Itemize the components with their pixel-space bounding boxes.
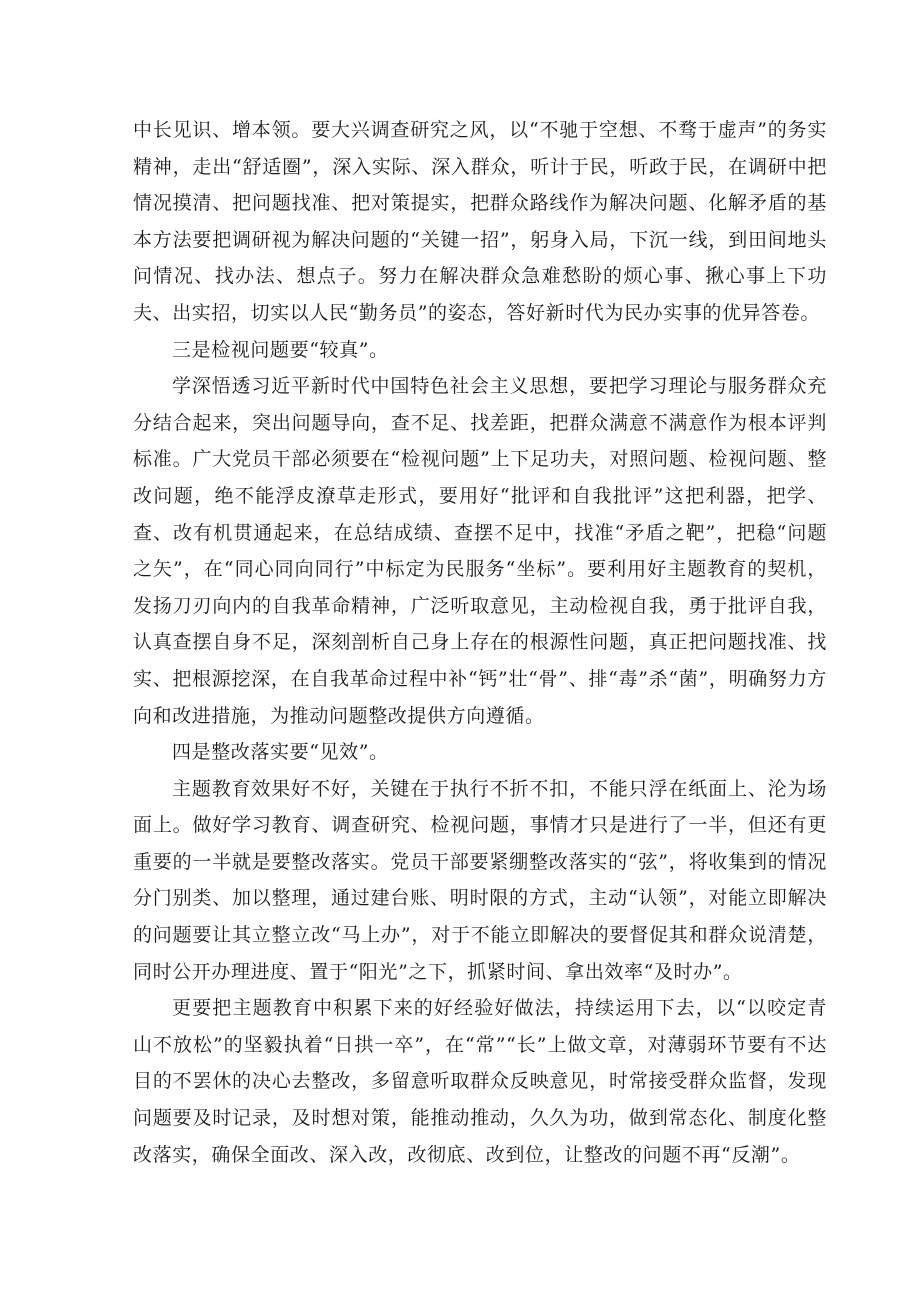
document-body [133,112,827,1173]
section-heading-three: 三是检视问题要“较真”。 [172,338,389,361]
section-heading-four: 四是整改落实要“见效”。 [172,741,389,764]
paragraph-rectification: 主题教育效果好不好，关键在于执行不折不扣，不能只浮在纸面上、沦为场面上。做好学习教育、调查研究、检视问题，事情才只是进行了一半，但还有更重要的一半就是要整改落实。党员干部要紧绷整改落实的“弦”，将收集到的情况分门别类、加以整理，通过建台账、明时限的方式，主动“认领”，对能立即解决的问题要让其立整立改“马上办”，对于不能立即解决的要督促其和群众说清楚，同时公开办理进度、置于“阳光”之下，抓紧时间、拿出效率“及时办”。 [133,777,827,983]
paragraph-continuation: 中长见识、增本领。要大兴调查研究之风，以“不驰于空想、不骛于虚声”的务实精神，走出“舒适圈”，深入实际、深入群众，听计于民，听政于民，在调研中把情况摸清、把问题找准、把对策提实，把群众路线作为解决问题、化解矛盾的基本方法要把调研视为解决问题的“关键一招”，躬身入局，下沉一线，到田间地头问情况、找办法、想点子。努力在解决群众急难愁盼的烦心事、揪心事上下功夫、出实招，切实以人民“勤务员”的姿态，答好新时代为民办实事的优异答卷。 [133,119,827,324]
paragraph-experience: 更要把主题教育中积累下来的好经验好做法，持续运用下去，以“以咬定青山不放松”的坚毅执着“日拱一卒”，在“常”“长”上做文章，对薄弱环节要有不达目的不罢休的决心去整改，多留意听取群众反映意见，时常接受群众监督，发现问题要及时记录，及时想对策，能推动推动，久久为功，做到常态化、制度化整改落实，确保全面改、深入改，改彻底、改到位，让整改的问题不再“反潮”。 [133,997,827,1166]
paragraph-inspection: 学深悟透习近平新时代中国特色社会主义思想，要把学习理论与服务群众充分结合起来，突出问题导向，查不足、找差距，把群众满意不满意作为根本评判标准。广大党员干部必须要在“检视问题”上下足功夫，对照问题、检视问题、整改问题，绝不能浮皮潦草走形式，要用好“批评和自我批评”这把利器，把学、查、改有机贯通起来，在总结成绩、查摆不足中，找准“矛盾之靶”，把稳“问题之矢”，在“同心同向同行”中标定为民服务“坐标”。要利用好主题教育的契机，发扬刀刃向内的自我革命精神，广泛听取意见，主动检视自我，勇于批评自我，认真查摆自身不足，深刻剖析自己身上存在的根源性问题，真正把问题找准、找实、把根源挖深，在自我革命过程中补“钙”壮“骨”、排“毒”杀“菌”，明确努力方向和改进措施，为推动问题整改提供方向遵循。 [133,375,827,727]
